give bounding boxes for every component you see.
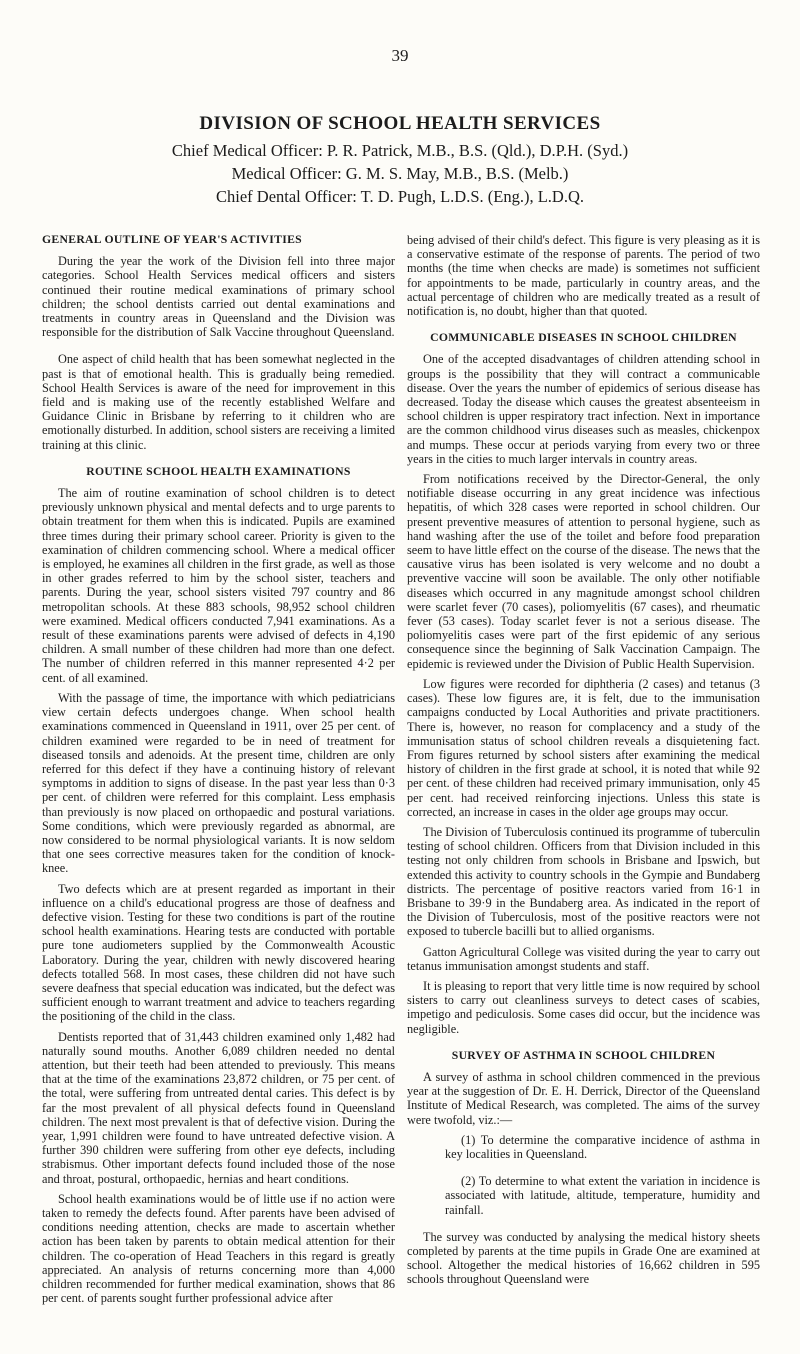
section-heading-communicable-diseases: COMMUNICABLE DISEASES IN SCHOOL CHILDREN	[430, 331, 737, 345]
paragraph: During the year the work of the Division fell into three major categories. School Health Services medical officers and sisters continued their routine medical examinations of primary school children; the school dentists carried out dental examinations and treatments in country areas in Queensland and the Division was responsible for the distribution of Salk Vaccine throughout Queensland.	[42, 254, 395, 340]
paragraph: It is pleasing to report that very little time is now required by school sisters to carry out cleanliness surveys to detect cases of scabies, impetigo and pediculosis. Some cases did occur, but the incidence was negligible.	[407, 978, 760, 1036]
section-heading-asthma-survey: SURVEY OF ASTHMA IN SCHOOL CHILDREN	[451, 1048, 716, 1062]
paragraph: One aspect of child health that has been somewhat neglected in the past is that of emotional health. This is gradually being remedied. School Health Services is aware of the need for improvement in this field and is making use of the recently established Welfare and Guidance Clinic in Brisbane by referring to it children who are emotionally disturbed. In addition, school sisters are receiving a limited training at this clinic.	[42, 352, 395, 452]
paragraph: Two defects which are at present regarded as important in their influence on a child's educational progress are those of deafness and defective vision. Testing for these two conditions is part of the routine school health examinations. Hearing tests are conducted with portable pure tone audiometers supplied by the Commonwealth Acoustic Laboratory. During the year, children with newly discovered hearing defects totalled 568. In most cases, these children did not have such severe deafness that special education was indicated, but the defect was sufficient enough to warrant treatment and advice to teachers regarding the positioning of the child in the class.	[42, 881, 395, 1024]
paragraph: Dentists reported that of 31,443 children examined only 1,482 had naturally sound mouths. Another 6,089 children needed no dental attention, but their teeth had been attended to previously. This means that at the time of the examinations 23,872 children, or 75 per cent. of the total, were suffering from untreated dental caries. This defect is by far the most prevalent of all physical defects found in Queensland children. The next most prevalent is that of defective vision. During the year, 1,991 children were found to have untreated defective vision. A further 390 children were suffering from other eye defects, including strabismus. Other important defects found included those of the nose and throat, postural, orthopaedic, hernias and heart conditions.	[42, 1029, 395, 1186]
division-title: DIVISION OF SCHOOL HEALTH SERVICES	[199, 113, 601, 134]
survey-aim-item: (2) To determine to what extent the variation in incidence is associated with latitude, altitude, temperature, humidity and rainfall.	[445, 1174, 760, 1217]
chief-medical-officer-line: Chief Medical Officer: P. R. Patrick, M.B., B.S. (Qld.), D.P.H. (Syd.)	[171, 141, 629, 160]
page-number: 39	[391, 46, 409, 65]
paragraph: A survey of asthma in school children commenced in the previous year at the suggestion of Dr. E. H. Derrick, Director of the Queensland Institute of Medical Research, was completed. The aims of the survey were twofold, viz.:—	[407, 1069, 760, 1127]
paragraph: The aim of routine examination of school children is to detect previously unknown physical and mental defects and to urge parents to obtain treatment for them when this is indicated. Pupils are examined three times during their primary school career. Priority is given to the examination of children commencing school. Where a medical officer is employed, he examines all children in the first grade, as well as those in other grades referred to him by the school sister, teachers and parents. During the year, school sisters visited 797 country and 86 metropolitan schools. At these 883 schools, 98,952 school children were examined. Medical officers conducted 7,941 examinations. As a result of these examinations parents were advised of defects in 4,190 children. A small number of these children had more than one defect. The number of children referred in this manner represented 4·2 per cent. of all examined.	[42, 486, 395, 685]
paragraph: Gatton Agricultural College was visited during the year to carry out tetanus immunisation amongst students and staff.	[407, 944, 760, 973]
paragraph: The survey was conducted by analysing the medical history sheets completed by parents at the time pupils in Grade One are examined at school. Altogether the medical histories of 16,662 children in 595 schools throughout Queensland were	[407, 1229, 760, 1287]
medical-officer-line: Medical Officer: G. M. S. May, M.B., B.S. (Melb.)	[231, 164, 569, 183]
paragraph-continued: being advised of their child's defect. This figure is very pleasing as it is a conservative estimate of the response of parents. The period of two months (the time when checks are made) is sometimes not sufficient for appointments to be made, particularly in country areas, and the actual percentage of children who are medically treated as a result of notification is, no doubt, higher than that quoted.	[407, 233, 760, 319]
paragraph: With the passage of time, the importance with which pediatricians view certain defects undergoes change. When school health examinations commenced in Queensland in 1911, over 25 per cent. of children examined were regarded to be in need of treatment for diseased tonsils and adenoids. At the present time, children are only referred for this defect if they have a continuing history of relevant symptoms in addition to signs of disease. In the past year less than 0·3 per cent. of children were referred for this complaint. Less emphasis than previously is now placed on orthopaedic and postural variations. Some conditions, which were previously regarded as abnormal, are now considered to be normal physiological variants. It is now seldom that one sees corrective measures taken for the condition of knock-knee.	[42, 690, 395, 876]
paragraph: One of the accepted disadvantages of children attending school in groups is the possibility that they will contract a communicable disease. Over the years the number of epidemics of serious disease has decreased. Today the disease which causes the greatest absenteeism in school children is upper respiratory tract infection. Next in importance are the common childhood virus diseases such as measles, chickenpox and mumps. These occur at periods varying from every two or three years in the cities to much larger intervals in country areas.	[407, 352, 760, 466]
paragraph: Low figures were recorded for diphtheria (2 cases) and tetanus (3 cases). These low figures are, it is felt, due to the immunisation campaigns conducted by Local Authorities and private practitioners. There is, however, no reason for complacency and a study of the immunisation status of school children reveals a disquietening fact. From figures returned by school sisters after examining the medical history of children in the first grade at school, it is noted that while 92 per cent. of these children had received primary immunisation, only 45 per cent. had received reinforcing injections. Unless this state is corrected, an increase in cases in the older age groups may occur.	[407, 676, 760, 819]
right-column	[407, 233, 760, 1300]
left-column	[42, 233, 395, 1311]
section-heading-general-outline: GENERAL OUTLINE OF YEAR'S ACTIVITIES	[42, 233, 302, 246]
paragraph: From notifications received by the Director-General, the only notifiable disease occurring in any great incidence was infectious hepatitis, of which 328 cases were reported in school children. Our present preventive measures of attention to personal hygiene, such as hand washing after the use of the toilet and before food preparation seem to have little effect on the course of the disease. The news that the causative virus has been isolated is very welcome and no doubt a preventive vaccine will soon be available. The only other notifiable diseases which occurred in any magnitude amongst school children were scarlet fever (70 cases), poliomyelitis (67 cases), and rheumatic fever (53 cases). Today scarlet fever is not a serious disease. The poliomyelitis cases were part of the first epidemic of any serious consequence since the beginning of Salk Vaccination Campaign. The epidemic is reviewed under the Division of Public Health Supervision.	[407, 472, 760, 671]
chief-dental-officer-line: Chief Dental Officer: T. D. Pugh, L.D.S. (Eng.), L.D.Q.	[216, 187, 584, 206]
section-heading-routine-examinations: ROUTINE SCHOOL HEALTH EXAMINATIONS	[86, 464, 351, 478]
paragraph: School health examinations would be of little use if no action were taken to remedy the defects found. After parents have been advised of conditions needing attention, checks are made to ascertain whether action has been taken by parents to obtain medical attention for their children. The co-operation of Head Teachers in this regard is greatly appreciated. An analysis of returns concerning more than 4,000 children recommended for further medical examination, shows that 86 per cent. of parents sought further professional advice after	[42, 1191, 395, 1306]
paragraph: The Division of Tuberculosis continued its programme of tuberculin testing of school children. Officers from that Division included in this testing not only children from schools in Brisbane and Ipswich, but extended this activity to country schools in the Gympie and Bundaberg districts. The percentage of positive reactors varied from 16·1 in Brisbane to 39·9 in the Bundaberg area. As indicated in the report of the Division of Tuberculosis, most of the positive reactors were not exposed to tubercle bacilli but to allied organisms.	[407, 824, 760, 939]
survey-aim-item: (1) To determine the comparative incidence of asthma in key localities in Queensland.	[445, 1132, 760, 1161]
officers-list	[0, 139, 800, 208]
